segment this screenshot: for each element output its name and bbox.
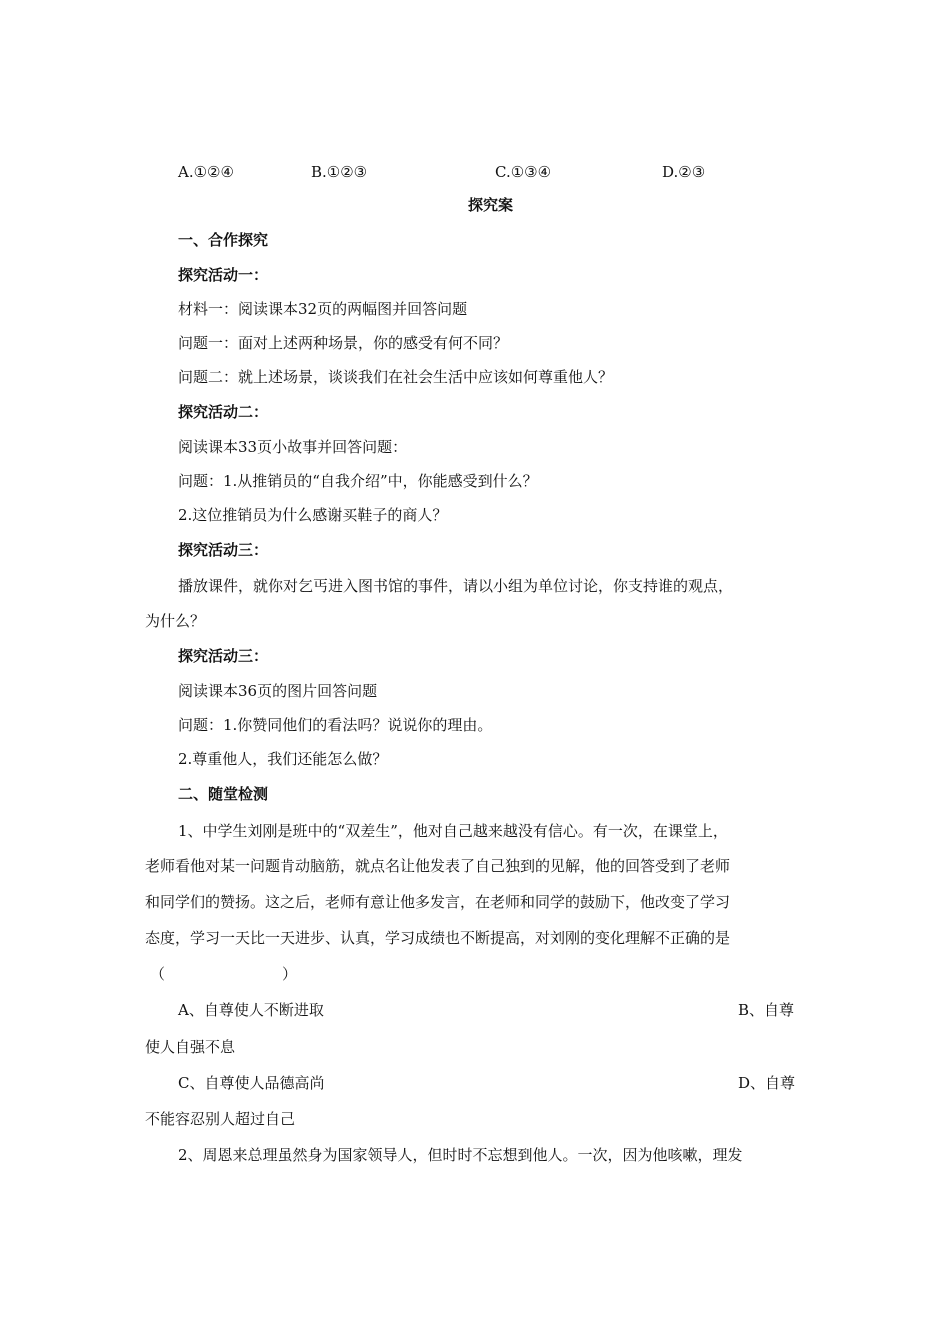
activity2-title: 探究活动二：: [178, 403, 269, 421]
activity1-question2: 问题二：就上述场景，谈谈我们在社会生活中应该如何尊重他人？: [178, 368, 614, 386]
question1-line2: 老师看他对某一问题肯动脑筋，就点名让他发表了自己独到的见解，他的回答受到了老师: [145, 857, 731, 875]
activity4-title: 探究活动三：: [178, 647, 269, 665]
activity4-question1: 问题：1.你赞同他们的看法吗？说说你的理由。: [178, 716, 493, 734]
activity3-text-line2: 为什么？: [145, 612, 206, 630]
activity1-title: 探究活动一：: [178, 266, 269, 284]
answer-paren-open: （: [150, 965, 166, 983]
question2-line1: 2、周恩来总理虽然身为国家领导人，但时时不忘想到他人。一次，因为他咳嗽，理发: [178, 1146, 743, 1164]
question1-option-c: C、自尊使人品德高尚: [178, 1074, 325, 1092]
option-b: B.①②③: [311, 163, 368, 181]
activity3-title: 探究活动三：: [178, 541, 269, 559]
part1-heading: 一、合作探究: [178, 231, 269, 249]
section-title: 探究案: [468, 196, 514, 214]
activity2-intro: 阅读课本33页小故事并回答问题：: [178, 438, 408, 456]
option-c: C.①③④: [495, 163, 552, 181]
question1-option-b-end: 使人自强不息: [145, 1038, 236, 1056]
question1-option-d-start: D、自尊: [738, 1074, 796, 1092]
activity4-intro: 阅读课本36页的图片回答问题: [178, 682, 378, 700]
option-d: D.②③: [662, 163, 706, 181]
answer-paren-close: ）: [282, 965, 298, 983]
activity2-question2: 2.这位推销员为什么感谢买鞋子的商人？: [178, 506, 448, 524]
activity3-text-line1: 播放课件，就你对乞丐进入图书馆的事件，请以小组为单位讨论，你支持谁的观点，: [178, 577, 734, 595]
part2-heading: 二、随堂检测: [178, 785, 269, 803]
activity1-question1: 问题一：面对上述两种场景，你的感受有何不同？: [178, 334, 509, 352]
option-a: A.①②④: [178, 163, 234, 181]
question1-option-a: A、自尊使人不断进取: [178, 1001, 324, 1019]
question1-line3: 和同学们的赞扬。这之后，老师有意让他多发言，在老师和同学的鼓励下，他改变了学习: [145, 893, 731, 911]
question1-line1: 1、中学生刘刚是班中的“双差生”，他对自己越来越没有信心。有一次，在课堂上，: [178, 822, 728, 840]
activity1-material: 材料一：阅读课本32页的两幅图并回答问题: [178, 300, 468, 318]
question1-line4: 态度，学习一天比一天进步、认真，学习成绩也不断提高，对刘刚的变化理解不正确的是: [145, 929, 731, 947]
question1-option-b-start: B、自尊: [738, 1001, 795, 1019]
activity4-question2: 2.尊重他人，我们还能怎么做？: [178, 750, 388, 768]
question1-option-d-end: 不能容忍别人超过自己: [145, 1110, 296, 1128]
activity2-question1: 问题：1.从推销员的“自我介绍”中，你能感受到什么？: [178, 472, 538, 490]
